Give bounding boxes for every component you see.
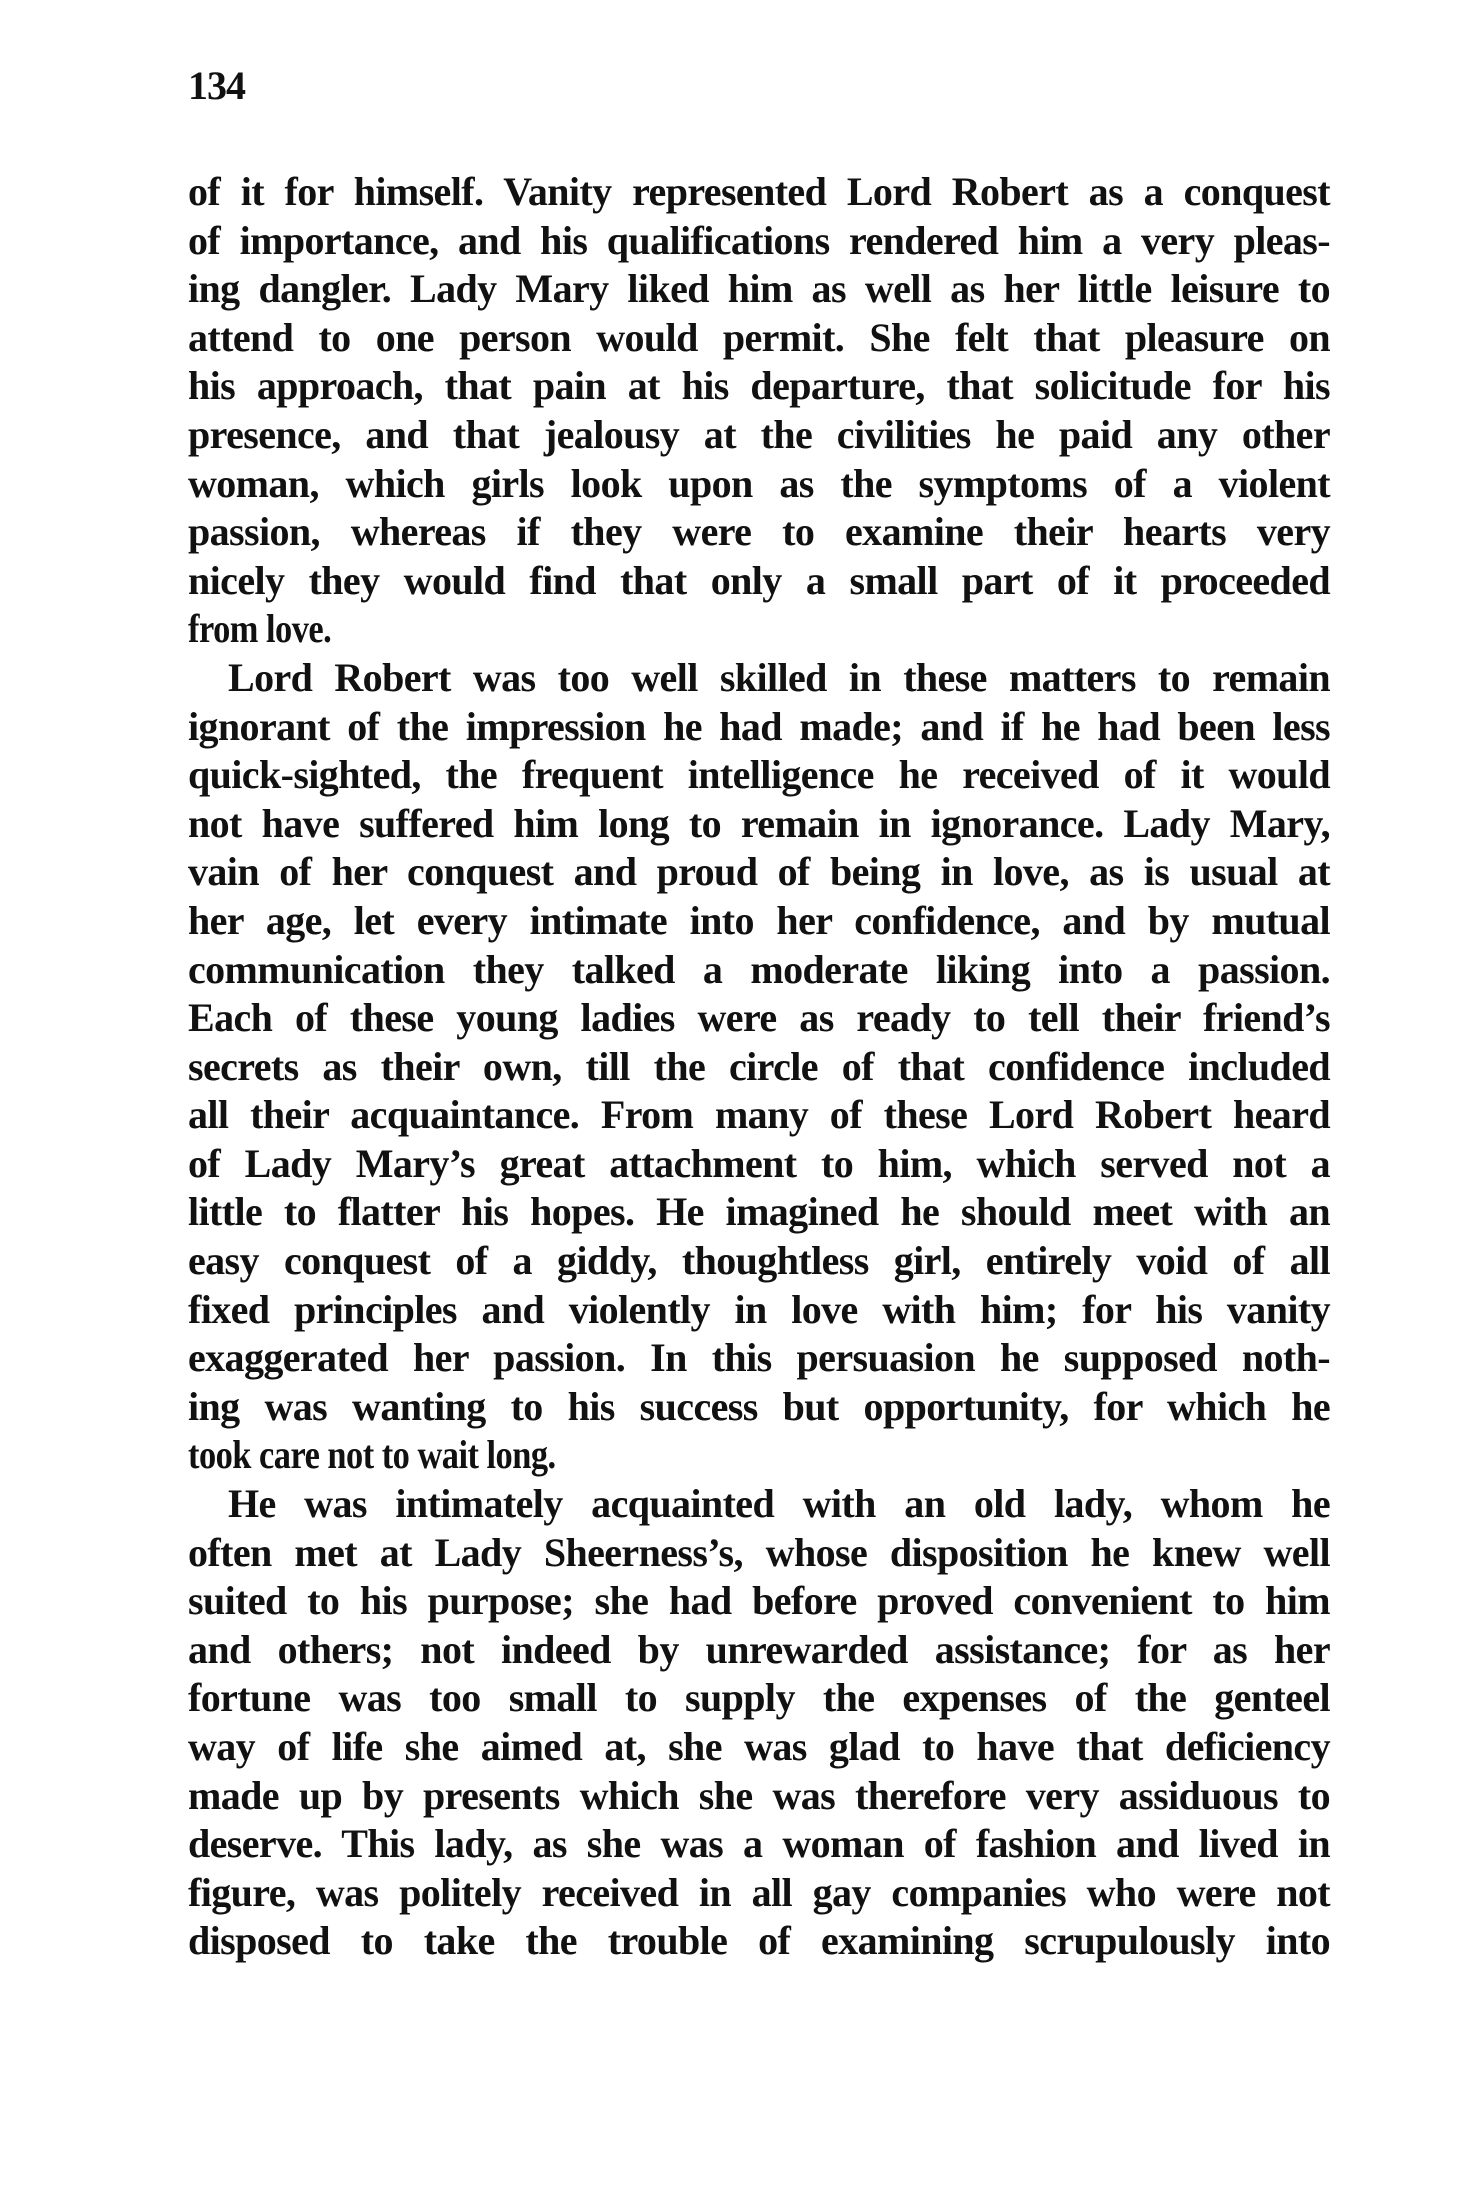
text-line: of importance, and his qualifications rendered him a very pleas- — [188, 217, 1330, 263]
text-line: ing was wanting to his success but opportunity, for which he — [188, 1383, 1330, 1429]
text-line: Each of these young ladies were as ready to tell their friend’s — [188, 995, 1330, 1041]
page-number: 134 — [188, 63, 245, 108]
text-line: ing dangler. Lady Mary liked him as well as her little leisure to — [188, 266, 1330, 312]
text-line: presence, and that jealousy at the civilities he paid any other — [188, 411, 1330, 457]
text-line: often met at Lady Sheerness’s, whose disposition he knew well — [188, 1529, 1330, 1575]
text-line: figure, was politely received in all gay companies who were not — [188, 1869, 1330, 1915]
paragraph — [188, 654, 1330, 1480]
paragraph — [188, 1480, 1330, 1966]
text-line: of it for himself. Vanity represented Lord Robert as a conquest — [188, 169, 1330, 214]
text-line: her age, let every intimate into her confidence, and by mutual — [188, 897, 1330, 943]
text-line: He was intimately acquainted with an old lady, whom he — [228, 1481, 1330, 1527]
text-line: not have suffered him long to remain in ignorance. Lady Mary, — [188, 800, 1330, 846]
text-line: disposed to take the trouble of examining scrupulously into — [188, 1918, 1330, 1964]
text-line: communication they talked a moderate liking into a passion. — [188, 946, 1330, 992]
paragraph — [188, 168, 1330, 654]
text-line: of Lady Mary’s great attachment to him, which served not a — [188, 1140, 1330, 1186]
text-line: way of life she aimed at, she was glad to have that deficiency — [188, 1724, 1330, 1769]
text-line: exaggerated her passion. In this persuasion he supposed noth- — [188, 1335, 1330, 1381]
text-line: took care not to wait long. — [188, 1432, 556, 1478]
text-line: vain of her conquest and proud of being in love, as is usual at — [188, 849, 1330, 895]
text-line: suited to his purpose; she had before proved convenient to him — [188, 1578, 1330, 1624]
text-line: little to flatter his hopes. He imagined he should meet with an — [188, 1189, 1330, 1235]
text-line: made up by presents which she was therefore very assiduous to — [188, 1772, 1330, 1818]
text-line: from love. — [188, 606, 332, 652]
text-line: quick-sighted, the frequent intelligence he received of it would — [188, 752, 1330, 798]
text-line: easy conquest of a giddy, thoughtless girl, entirely void of all — [188, 1238, 1330, 1284]
text-line: passion, whereas if they were to examine their hearts very — [188, 509, 1330, 555]
text-line: fixed principles and violently in love with him; for his vanity — [188, 1286, 1330, 1332]
text-line: ignorant of the impression he had made; and if he had been less — [188, 703, 1330, 749]
text-line: deserve. This lady, as she was a woman of fashion and lived in — [188, 1821, 1330, 1867]
text-line: Lord Robert was too well skilled in these matters to remain — [228, 654, 1330, 700]
text-line: attend to one person would permit. She felt that pleasure on — [188, 314, 1330, 360]
text-line: woman, which girls look upon as the symptoms of a violent — [188, 460, 1330, 506]
text-line: all their acquaintance. From many of these Lord Robert heard — [188, 1092, 1330, 1138]
text-line: nicely they would find that only a small part of it proceeded — [188, 557, 1330, 603]
text-line: fortune was too small to supply the expenses of the genteel — [188, 1675, 1330, 1721]
text-line: and others; not indeed by unrewarded assistance; for as her — [188, 1626, 1330, 1672]
text-line: secrets as their own, till the circle of that confidence included — [188, 1043, 1330, 1089]
body-text — [188, 168, 1330, 1966]
text-line: his approach, that pain at his departure, that solicitude for his — [188, 363, 1330, 409]
